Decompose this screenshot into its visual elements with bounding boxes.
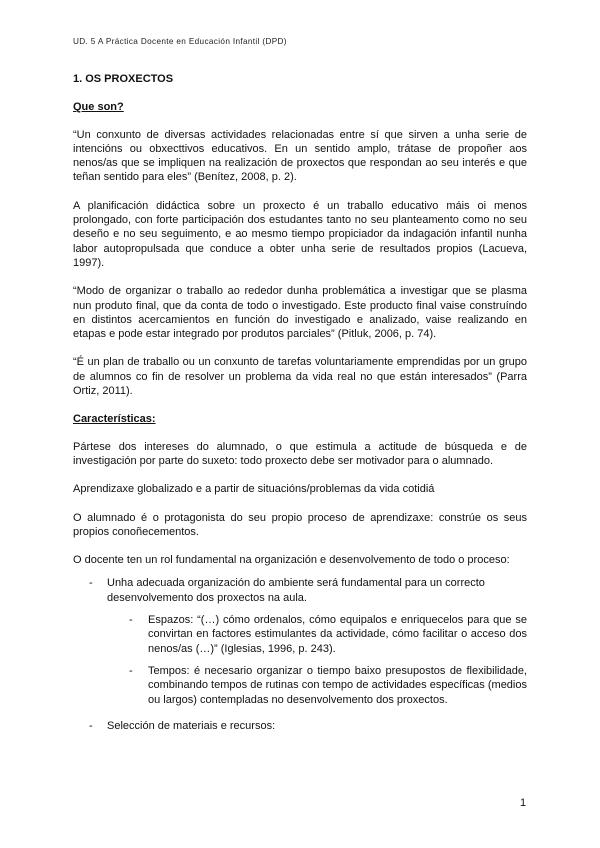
sublist-item-espazos: Espazos: “(…) cómo ordenalos, cómo equipalos e enriquecelos para que se convirtan en factores estimulantes da actividade, cómo facilitar o acceso dos nenos/as (…)” (Iglesias, 1996, p. 243). xyxy=(148,614,527,655)
characteristic-aprendizaxe: Aprendizaxe globalizado e a partir de situacións/problemas da vida cotidiá xyxy=(73,483,435,496)
subsection-que-son: Que son? xyxy=(73,101,124,114)
list-bullet: - xyxy=(129,614,133,627)
definition-parra-ortiz: “É un plan de traballo ou un conxunto de tarefas voluntariamente emprendidas por un grupo de alumnos co fin de resolver un problema da vida real no que están interesados” (Parra Ortiz, 2011). xyxy=(73,356,527,398)
list-item xyxy=(73,576,527,706)
subsection-caracteristicas: Características: xyxy=(73,413,156,426)
characteristic-docente: O docente ten un rol fundamental na organización e desenvolvemento de todo o proceso: xyxy=(73,554,510,567)
section-title: 1. OS PROXECTOS xyxy=(73,73,174,85)
definition-lacueva: A planificación didáctica sobre un proxecto é un traballo educativo máis oi menos prolongado, con forte participación dos estudantes tanto no seu planteamento como no seu deseño e no seu seguimento, e ao mesmo tiempo propiciador da indagación infantil nunha labor autopropulsada que conduce a obter unha serie de resultados propios (Lacueva, 1997). xyxy=(73,199,527,269)
page-number: 1 xyxy=(520,797,527,809)
characteristic-protagonista: O alumnado é o protagonista do seu propio proceso de aprendizaxe: constrúe os seus propios conoñecementos. xyxy=(73,511,527,538)
list-bullet: - xyxy=(89,577,93,590)
docente-list xyxy=(73,576,527,733)
list-bullet: - xyxy=(89,719,93,732)
list-item-materiais: Selección de materiais e recursos: xyxy=(107,719,276,732)
sublist-item-tempos: Tempos: é necesario organizar o tiempo baixo presupostos de flexibilidade, combinando tempos de rutinas con tempo de actividades específicas (medios ou largos) contempladas no desenvolvemento dos proxectos. xyxy=(148,664,527,706)
page-content xyxy=(73,72,527,741)
sublist-item xyxy=(107,664,527,707)
list-bullet: - xyxy=(129,664,133,677)
list-item-ambiente: Unha adecuada organización do ambiente será fundamental para un correcto desenvolvemento dos proxectos na aula. xyxy=(107,577,485,604)
ambiente-sublist xyxy=(107,613,527,707)
definition-benitez: “Un conxunto de diversas actividades relacionadas entre sí que sirven a unha serie de intencións ou obxecttivos educativos. En un sentido amplo, trátase de propoñer aos nenos/as que se impliquen na realización de proxectos que respondan ao seu interés e que teñan sentido para eles” (Benítez, 2008, p. 2). xyxy=(73,128,527,184)
page-header: UD. 5 A Práctica Docente en Educación Infantil (DPD) xyxy=(73,37,287,46)
sublist-item xyxy=(107,613,527,656)
definition-pitluk: “Modo de organizar o traballo ao rededor dunha problemática a investigar que se plasma nun produto final, que da conta de todo o investigado. Este producto final vaise construíndo en distintos acercamientos en función do investigado e analizado, vaise realizando en etapas e pode estar integrado por produtos parciales” (Pitluk, 2006, p. 74). xyxy=(73,285,527,341)
list-item xyxy=(73,719,527,733)
characteristic-intereses: Pártese dos intereses do alumnado, o que estimula a actitude de búsqueda e de investigación por parte do suxeto: todo proxecto debe ser motivador para o alumnado. xyxy=(73,440,527,467)
